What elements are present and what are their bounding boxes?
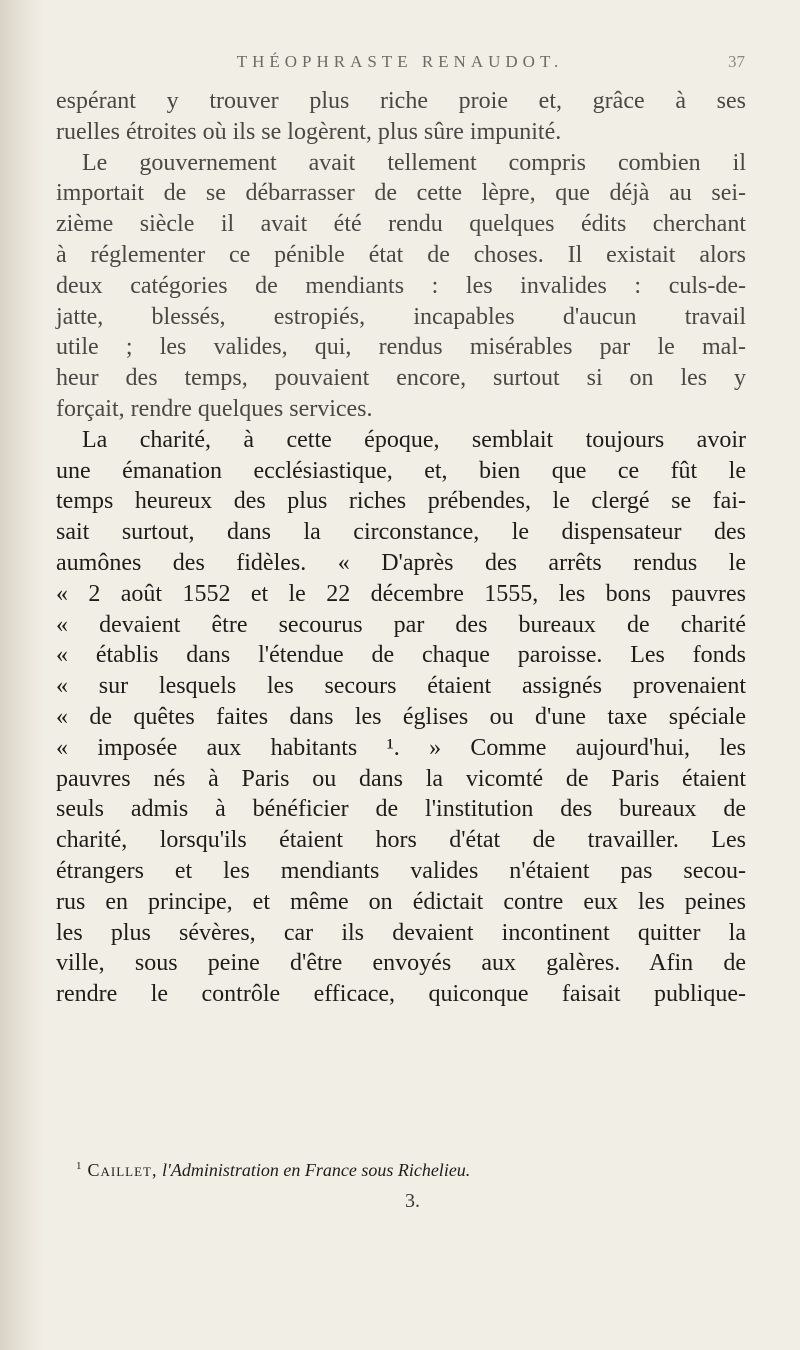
text-line: les plus sévères, car ils devaient incontinent quitter la [56, 919, 746, 946]
text-line: « devaient être secourus par des bureaux de charité [56, 611, 746, 638]
signature-mark: 3. [405, 1190, 420, 1212]
footnote-author: Caillet, [87, 1160, 158, 1180]
running-head: THÉOPHRASTE RENAUDOT. [236, 52, 564, 71]
text-line: « sur lesquels les secours étaient assignés provenaient [56, 673, 746, 700]
text-line: seuls admis à bénéficier de l'institution des bureaux de [56, 796, 746, 823]
footnote [76, 1160, 746, 1181]
text-line: temps heureux des plus riches prébendes, le clergé se fai- [56, 488, 746, 515]
text-line: forçait, rendre quelques services. [56, 395, 373, 422]
text-line: jatte, blessés, estropiés, incapables d'aucun travail [56, 303, 746, 330]
text-line: une émanation ecclésiastique, et, bien que ce fût le [56, 457, 746, 484]
footnote-title: l'Administration en France sous Richelieu. [162, 1160, 471, 1180]
paragraph-government [56, 148, 746, 425]
text-line: espérant y trouver plus riche proie et, grâce à ses [56, 88, 746, 114]
text-line: La charité, à cette époque, semblait toujours avoir [82, 426, 746, 453]
text-line: aumônes des fidèles. « D'après des arrêts rendus le [56, 549, 746, 576]
text-line: « de quêtes faites dans les églises ou d'une taxe spéciale [56, 703, 746, 730]
page-gutter-shadow [0, 0, 44, 1350]
text-line: zième siècle il avait été rendu quelques édits cherchant [56, 211, 746, 238]
text-line: charité, lorsqu'ils étaient hors d'état de travailler. Les [56, 827, 746, 854]
text-line: « imposée aux habitants ¹. » Comme aujourd'hui, les [56, 734, 746, 761]
footnote-mark: 1 [76, 1160, 82, 1172]
text-line: étrangers et les mendiants valides n'étaient pas secou- [56, 857, 746, 884]
text-line: à réglementer ce pénible état de choses. Il existait alors [56, 241, 746, 268]
text-line: ville, sous peine d'être envoyés aux galères. Afin de [56, 950, 746, 977]
text-line: « 2 août 1552 et le 22 décembre 1555, les bons pauvres [56, 580, 746, 607]
text-line: rus en principe, et même on édictait contre eux les peines [56, 888, 746, 915]
text-line: heur des temps, pouvaient encore, surtout si on les y [56, 365, 746, 392]
text-line: rendre le contrôle efficace, quiconque faisait publique- [56, 981, 746, 1008]
footnote-separator [56, 1134, 746, 1135]
page-number: 37 [728, 52, 745, 71]
text-line: deux catégories de mendiants : les invalides : culs-de- [56, 272, 746, 299]
paragraph-charity [56, 425, 746, 1010]
text-line: pauvres nés à Paris ou dans la vicomté de Paris étaient [56, 765, 746, 792]
text-line: sait surtout, dans la circonstance, le dispensateur des [56, 519, 746, 546]
text-line: Le gouvernement avait tellement compris combien il [82, 149, 746, 176]
text-line: importait de se débarrasser de cette lèpre, que déjà au sei- [56, 180, 746, 207]
text-line: ruelles étroites où ils se logèrent, plus sûre impunité. [56, 118, 562, 145]
paragraph-continuation [56, 86, 746, 148]
text-line: utile ; les valides, qui, rendus misérables par le mal- [56, 334, 746, 361]
text-line: « établis dans l'étendue de chaque paroisse. Les fonds [56, 642, 746, 669]
body-text [56, 86, 746, 1010]
